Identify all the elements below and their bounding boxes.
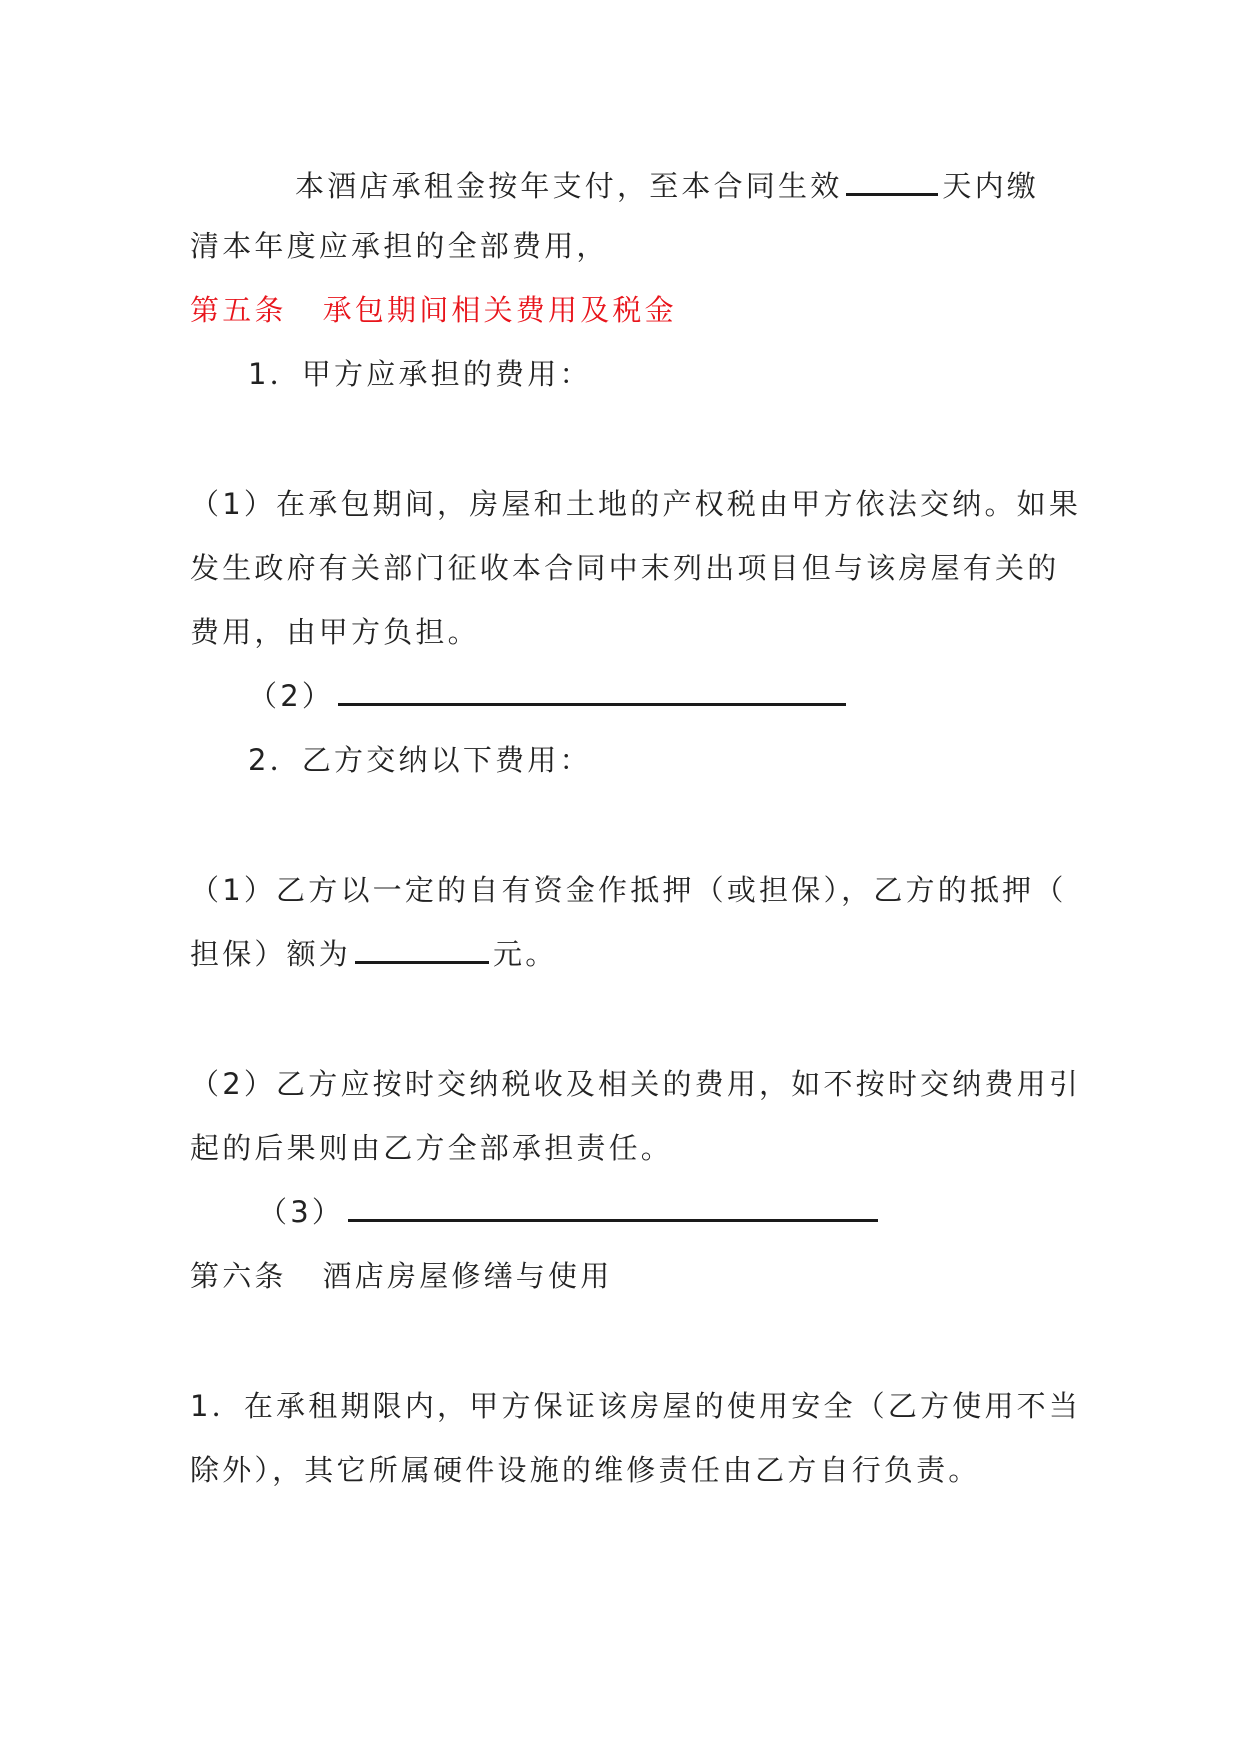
item-2-3-label: （3） [258, 1195, 345, 1229]
item-2-2-line-2: 起的后果则由乙方全部承担责任。 [190, 1131, 674, 1165]
article-6-heading [190, 1256, 612, 1296]
item-1-2-label: （2） [248, 679, 335, 713]
item-2-3-line [258, 1192, 882, 1232]
item-1-1-line-3: 费用，由甲方负担。 [190, 615, 480, 649]
article-5-heading [190, 290, 677, 330]
rent-payment-text: 本酒店承租金按年支付，至本合同生效 [295, 169, 843, 203]
item-1-2-line [248, 676, 850, 716]
item-2-heading: 2．乙方交纳以下费用： [248, 743, 592, 777]
item-2-1-line-2 [190, 934, 557, 974]
deposit-amount-label: 担保）额为 [190, 937, 352, 971]
article-5-title: 承包期间相关费用及税金 [322, 293, 677, 327]
article-6-item-1-line-1: 1．在承租期限内，甲方保证该房屋的使用安全（乙方使用不当 [190, 1389, 1082, 1423]
article-6-title: 酒店房屋修缮与使用 [322, 1259, 613, 1293]
article-5-number: 第五条 [190, 293, 287, 327]
article-6-item-1-line-2: 除外），其它所属硬件设施的维修责任由乙方自行负责。 [190, 1453, 981, 1487]
days-blank [846, 169, 938, 196]
item-2-1-line-1: （1）乙方以一定的自有资金作抵押（或担保），乙方的抵押（ [190, 873, 1067, 907]
rent-payment-line-2: 清本年度应承担的全部费用， [190, 229, 609, 263]
item-1-1-line-2: 发生政府有关部门征收本合同中末列出项目但与该房屋有关的 [190, 551, 1060, 585]
item-1-1-line-1: （1）在承包期间，房屋和土地的产权税由甲方依法交纳。如果 [190, 487, 1082, 521]
rent-payment-line-1 [295, 166, 1039, 206]
item-2-3-blank [348, 1195, 878, 1222]
item-1-2-blank [338, 679, 846, 706]
deposit-amount-unit: 元。 [493, 937, 558, 971]
item-2-2-line-1: （2）乙方应按时交纳税收及相关的费用，如不按时交纳费用引 [190, 1067, 1082, 1101]
deposit-amount-blank [355, 937, 489, 964]
article-6-number: 第六条 [190, 1259, 287, 1293]
item-1-heading: 1．甲方应承担的费用： [248, 357, 592, 391]
rent-payment-text-days: 天内缴 [942, 169, 1040, 203]
